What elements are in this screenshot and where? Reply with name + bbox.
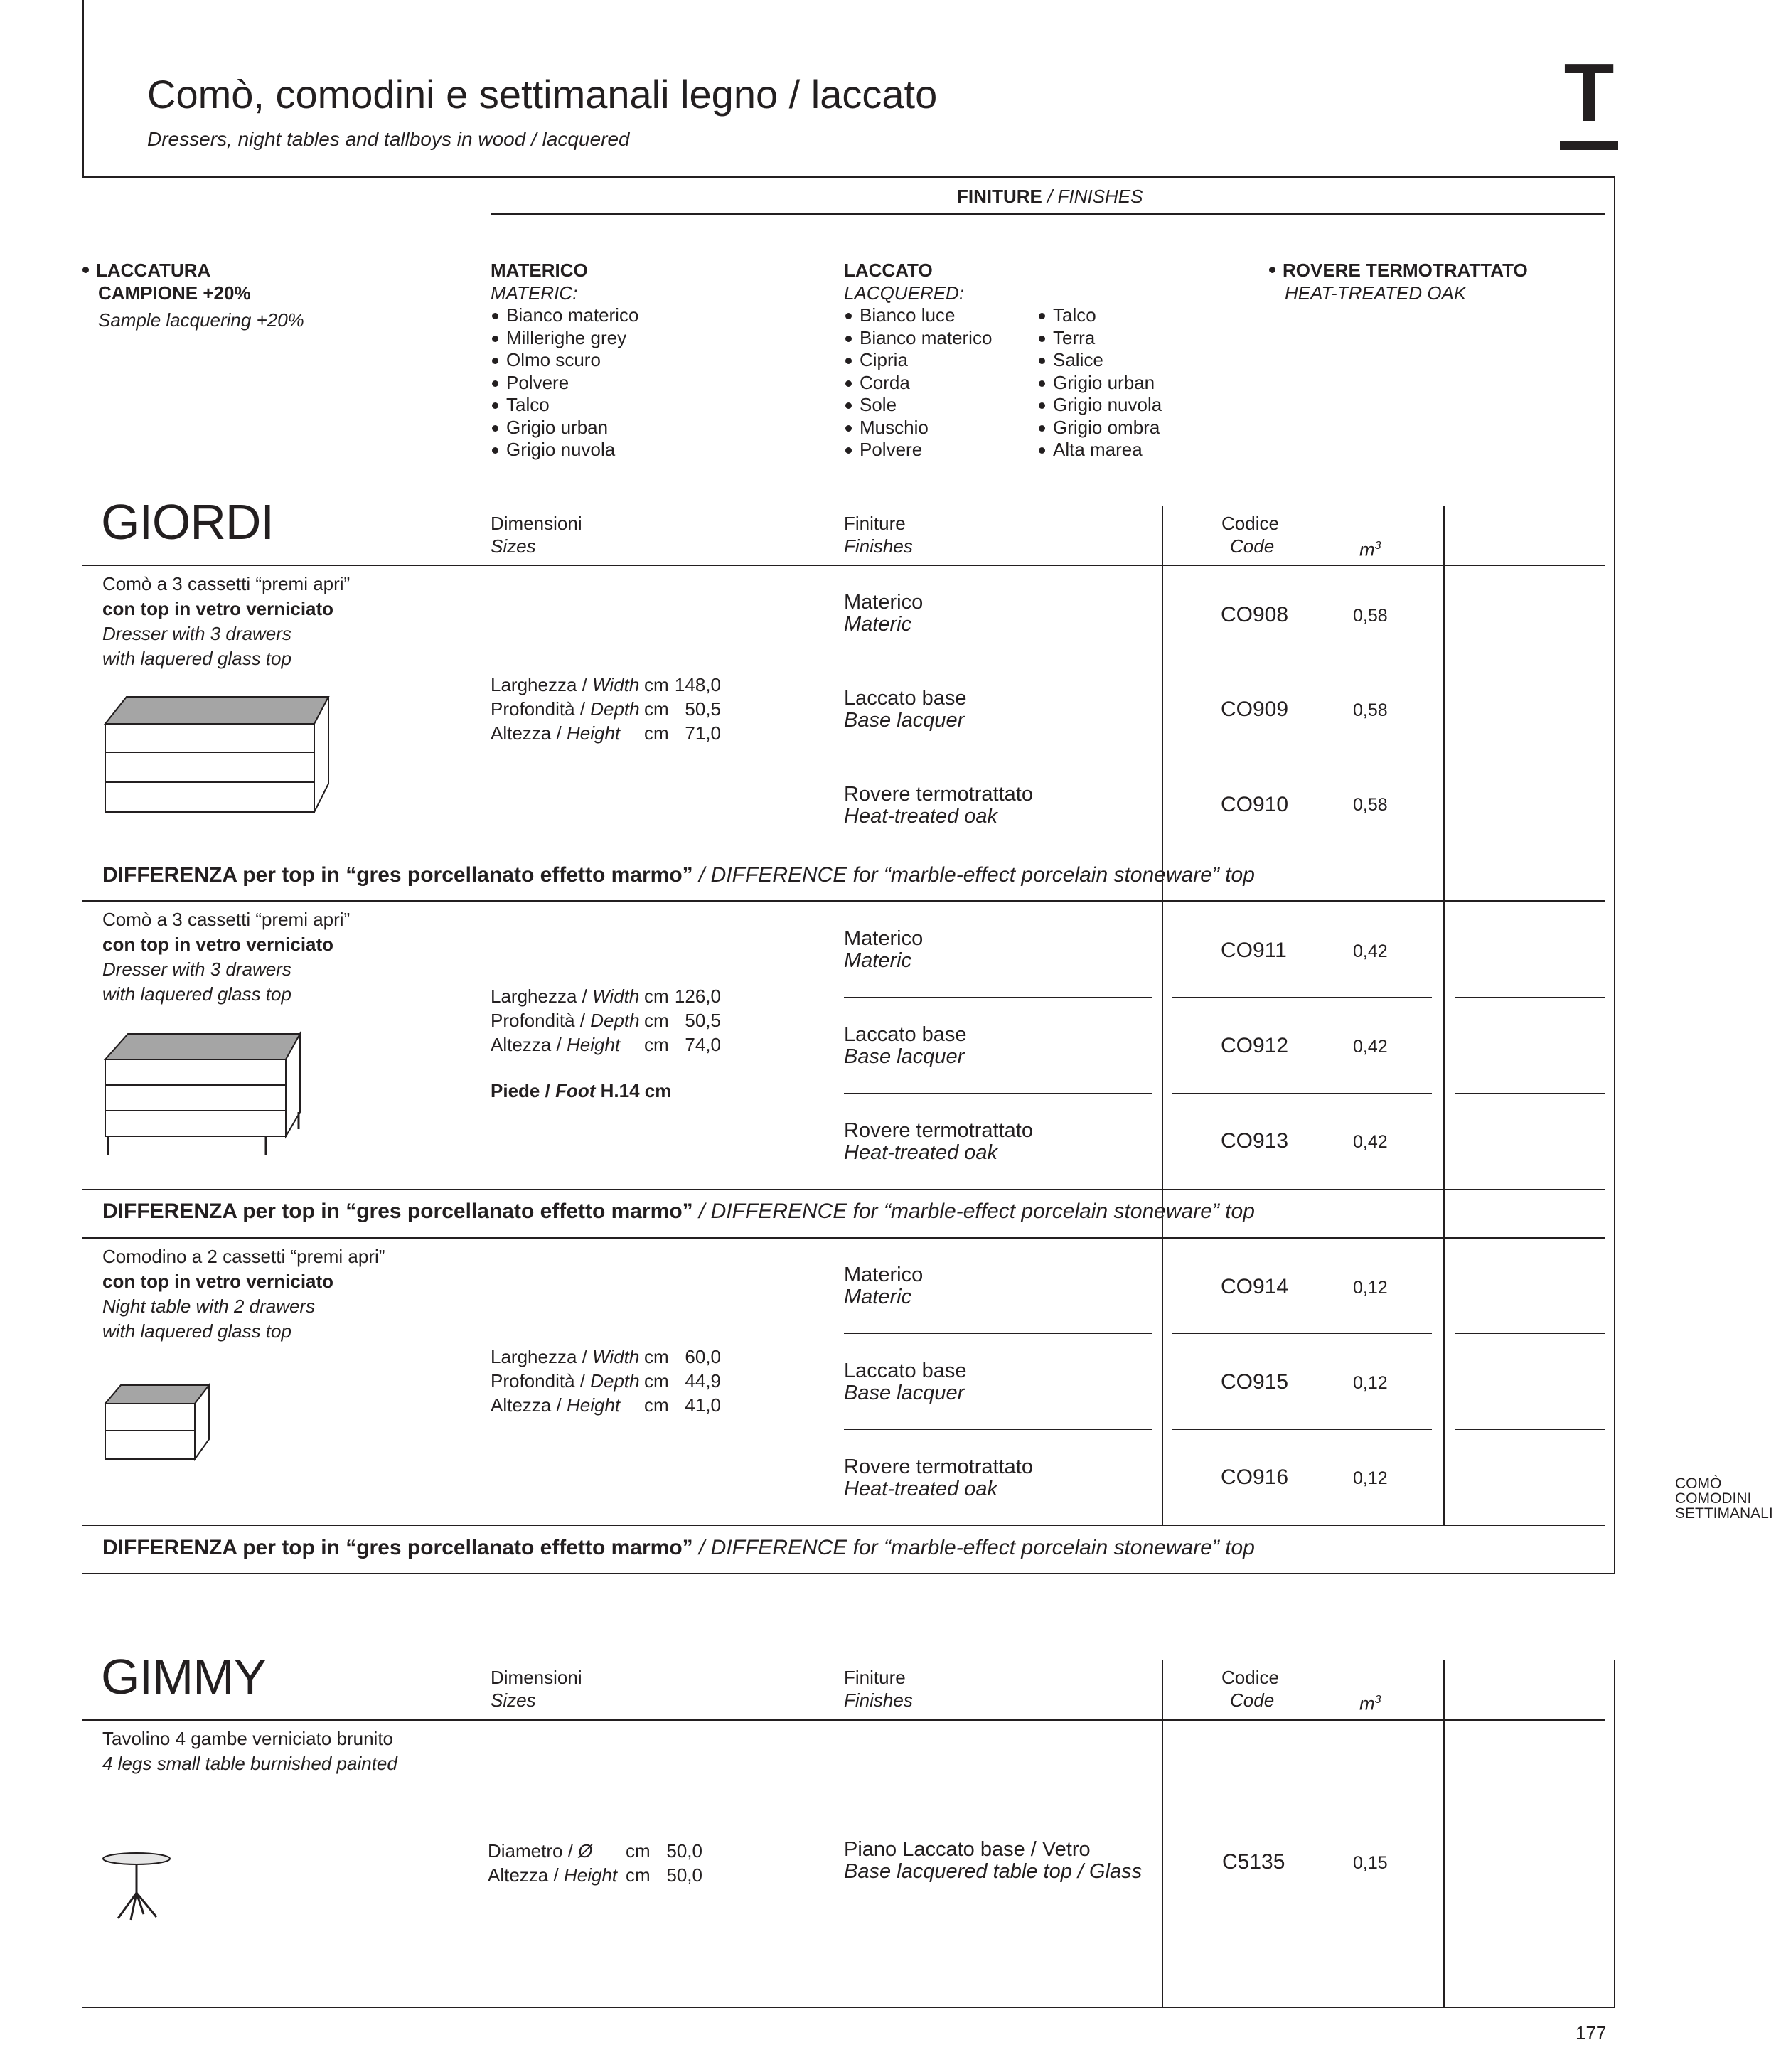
list-item: Talco: [1037, 304, 1162, 327]
list-item: Muschio: [844, 417, 992, 439]
page-subtitle: Dressers, night tables and tallboys in wood / lacquered: [147, 128, 630, 150]
giordi-p2-finish-rovere: Rovere termotrattato Heat-treated oak: [844, 1119, 1033, 1164]
gimmy-head-m3: $m^3$: [1359, 1692, 1381, 1714]
giordi-p3-sep2-c: [1455, 1429, 1605, 1430]
header-left-rule: [82, 0, 84, 178]
m3-co914: 0,12: [1353, 1278, 1388, 1298]
small-table-illustration: [100, 1849, 173, 1923]
gimmy-head-dimensions: Dimensioni Sizes: [491, 1667, 582, 1711]
giordi-diff-1: DIFFERENZA per top in “gres porcellanato effetto marmo” / DIFFERENCE for “marble-effect porcelain stoneware” top: [102, 863, 1255, 887]
giordi-head-finishes: Finiture Finishes: [844, 513, 913, 557]
gimmy-vline-1: [1162, 1660, 1163, 2008]
giordi-p2-sep1-b: [1172, 997, 1432, 998]
side-category-label: COMÒ COMODINI SETTIMANALI: [1675, 1475, 1773, 1522]
giordi-p1-finish-materico: Materico Materic: [844, 591, 924, 636]
brand-letter: T: [1563, 46, 1615, 139]
giordi-head-code: Codice Code: [1221, 513, 1279, 557]
list-item: Grigio urban: [1037, 372, 1162, 395]
giordi-p3-sep1-b: [1172, 1333, 1432, 1334]
code-co915: CO915: [1221, 1370, 1289, 1394]
code-c5135: C5135: [1222, 1850, 1285, 1874]
giordi-diff1-bottom-rule: [82, 900, 1605, 902]
finish-laccato-col2: [1037, 304, 1162, 461]
giordi-p3-desc: Comodino a 2 cassetti “premi apri” con top in vetro verniciato Night table with 2 drawers with laquered glass top: [102, 1246, 385, 1342]
giordi-bottom-rule: [82, 1573, 1615, 1574]
laccato-list-col1: [844, 304, 992, 461]
brand-underline: [1560, 141, 1618, 150]
code-co912: CO912: [1221, 1034, 1289, 1057]
giordi-diff2-bottom-rule: [82, 1237, 1605, 1239]
giordi-p2-sep1-a: [844, 997, 1152, 998]
code-co916: CO916: [1221, 1465, 1289, 1489]
frame-right-rule: [1614, 176, 1615, 1574]
giordi-vline-2: [1443, 506, 1445, 1525]
gimmy-head-code: Codice Code: [1221, 1667, 1279, 1711]
m3-co915: 0,12: [1353, 1373, 1388, 1393]
giordi-p3-finish-laccato: Laccato base Base lacquer: [844, 1360, 967, 1404]
page-number: 177: [1576, 2022, 1607, 2044]
list-item: Corda: [844, 372, 992, 395]
dresser-illustration-1: [100, 693, 334, 818]
m3-co910: 0,58: [1353, 795, 1388, 815]
brand-t-logo: [1560, 46, 1618, 152]
code-co909: CO909: [1221, 698, 1289, 721]
gimmy-finish: Piano Laccato base / Vetro Base lacquered table top / Glass: [844, 1838, 1143, 1883]
list-item: Bianco materico: [844, 327, 992, 350]
list-item: Grigio urban: [491, 417, 638, 439]
list-item: Terra: [1037, 327, 1162, 350]
giordi-p1-finish-rovere: Rovere termotrattato Heat-treated oak: [844, 783, 1033, 828]
m3-co908: 0,58: [1353, 606, 1388, 626]
giordi-p2-desc: Comò a 3 cassetti “premi apri” con top in vetro verniciato Dresser with 3 drawers with laquered glass top: [102, 909, 351, 1005]
list-item: Grigio nuvola: [491, 439, 638, 461]
gimmy-header-rule: [82, 1719, 1605, 1721]
list-item: Millerighe grey: [491, 327, 638, 350]
giordi-p3-sep1-c: [1455, 1333, 1605, 1334]
giordi-p3-finish-materico: Materico Materic: [844, 1264, 924, 1308]
gimmy-desc: Tavolino 4 gambe verniciato brunito 4 legs small table burnished painted: [102, 1728, 397, 1774]
finishes-header: FINITURE / FINISHES: [957, 186, 1143, 207]
giordi-p1-dims: Larghezza / Width cm 148,0 Profondità / Depth cm 50,5 Altezza / Height cm 71,0: [491, 674, 721, 744]
gimmy-dims: Diametro / Ø cm 50,0 Altezza / Height cm 50,0: [488, 1840, 702, 1886]
list-item: Alta marea: [1037, 439, 1162, 461]
list-item: Bianco luce: [844, 304, 992, 327]
list-item: Olmo scuro: [491, 349, 638, 372]
code-co908: CO908: [1221, 603, 1289, 626]
gimmy-bottom-rule: [82, 2007, 1615, 2008]
giordi-head-dimensions: Dimensioni Sizes: [491, 513, 582, 557]
giordi-diff2-top-rule: [82, 1189, 1605, 1190]
code-co911: CO911: [1221, 939, 1287, 962]
list-item: Polvere: [844, 439, 992, 461]
giordi-header-rule: [82, 565, 1605, 566]
giordi-diff-3: DIFFERENZA per top in “gres porcellanato effetto marmo” / DIFFERENCE for “marble-effect porcelain stoneware” top: [102, 1536, 1255, 1559]
giordi-p2-sep2-c: [1455, 1093, 1605, 1094]
giordi-p3-sep2-b: [1172, 1429, 1432, 1430]
list-item: Grigio nuvola: [1037, 394, 1162, 417]
code-co913: CO913: [1221, 1129, 1289, 1153]
giordi-p1-desc: Comò a 3 cassetti “premi apri” con top in vetro verniciato Dresser with 3 drawers with laquered glass top: [102, 573, 351, 669]
m3-co916: 0,12: [1353, 1468, 1388, 1488]
dresser-illustration-2: [100, 1030, 306, 1159]
laccato-list-col2: [1037, 304, 1162, 461]
gimmy-vline-2: [1443, 1660, 1445, 2008]
m3-c5135: 0,15: [1353, 1853, 1388, 1873]
m3-co912: 0,42: [1353, 1037, 1388, 1057]
giordi-p3-sep2-a: [844, 1429, 1152, 1430]
giordi-p3-dims: Larghezza / Width cm 60,0 Profondità / Depth cm 44,9 Altezza / Height cm 41,0: [491, 1346, 721, 1416]
finish-rovere: ROVERE TERMOTRATTATO HEAT-TREATED OAK: [1269, 259, 1528, 304]
giordi-vline-1: [1162, 506, 1163, 1525]
giordi-p2-finish-laccato: Laccato base Base lacquer: [844, 1023, 967, 1068]
page-title: Comò, comodini e settimanali legno / laccato: [147, 72, 938, 117]
finish-laccatura: LACCATURA CAMPIONE +20% Sample lacquering +20%: [82, 259, 304, 331]
list-item: Bianco materico: [491, 304, 638, 327]
gimmy-frame-right: [1614, 1660, 1615, 2008]
giordi-p2-sep2-b: [1172, 1093, 1432, 1094]
giordi-p3-finish-rovere: Rovere termotrattato Heat-treated oak: [844, 1456, 1033, 1500]
m3-co909: 0,58: [1353, 700, 1388, 720]
list-item: Talco: [491, 394, 638, 417]
giordi-p2-finish-materico: Materico Materic: [844, 927, 924, 972]
gimmy-title: GIMMY: [101, 1649, 267, 1704]
giordi-title: GIORDI: [101, 494, 274, 550]
header-bottom-rule: [82, 176, 1615, 178]
finishes-header-rule: [491, 213, 1605, 215]
m3-co911: 0,42: [1353, 941, 1388, 961]
list-item: Grigio ombra: [1037, 417, 1162, 439]
materico-list: [491, 304, 638, 461]
list-item: Polvere: [491, 372, 638, 395]
m3-co913: 0,42: [1353, 1132, 1388, 1152]
giordi-p2-foot: Piede / Foot H.14 cm: [491, 1080, 672, 1101]
gimmy-head-finishes: Finiture Finishes: [844, 1667, 913, 1711]
code-co914: CO914: [1221, 1275, 1289, 1298]
list-item: Sole: [844, 394, 992, 417]
list-item: Cipria: [844, 349, 992, 372]
finish-laccato: LACCATO LACQUERED: Bianco luce Bianco materico Cipria Corda Sole Muschio Polvere: [844, 260, 993, 460]
giordi-diff-2: DIFFERENZA per top in “gres porcellanato effetto marmo” / DIFFERENCE for “marble-effect porcelain stoneware” top: [102, 1200, 1255, 1223]
list-item: Salice: [1037, 349, 1162, 372]
night-table-illustration: [100, 1381, 213, 1463]
giordi-p1-finish-laccato: Laccato base Base lacquer: [844, 687, 967, 732]
giordi-p3-sep1-a: [844, 1333, 1152, 1334]
giordi-p2-sep2-a: [844, 1093, 1152, 1094]
giordi-p2-sep1-c: [1455, 997, 1605, 998]
giordi-diff3-top-rule: [82, 1525, 1605, 1526]
code-co910: CO910: [1221, 793, 1289, 816]
giordi-head-m3: $m^3$: [1359, 538, 1381, 560]
giordi-p2-dims: Larghezza / Width cm 126,0 Profondità / Depth cm 50,5 Altezza / Height cm 74,0: [491, 986, 721, 1055]
finish-materico: MATERICO MATERIC: Bianco materico Millerighe grey Olmo scuro Polvere Talco Grigio urban Grigio nuvola: [491, 260, 639, 460]
